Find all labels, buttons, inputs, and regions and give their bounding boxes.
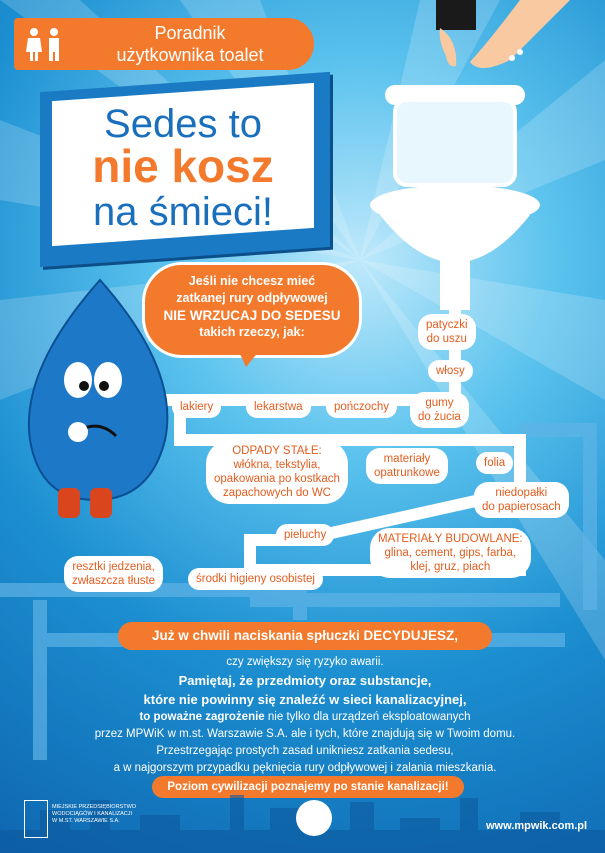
body-text [60, 654, 550, 777]
item-materialy-opatrunkowe: materiały opatrunkowe [366, 448, 448, 484]
item-pieluchy: pieluchy [276, 524, 334, 546]
website-url[interactable]: www.mpwik.com.pl [486, 820, 588, 832]
restroom-people-icon [22, 26, 66, 62]
body-line1: czy zwiększy się ryzyko awarii. [226, 656, 384, 668]
bubble-line4: takich rzeczy, jak: [199, 325, 305, 339]
body-line5: przez MPWiK w m.st. Warszawie S.A. ale i tych, które znajdują się w Twoim domu. [94, 728, 516, 740]
item-patyczki: patyczki do uszu [418, 314, 476, 350]
item-niedopalki: niedopałki do papierosach [474, 482, 569, 518]
body-line6: Przestrzegając prostych zasad unikniesz zatkania sedesu, [156, 745, 454, 757]
crest-icon [24, 800, 48, 838]
guide-title-line1: Poradnik [154, 23, 226, 43]
item-ponczochy: pończochy [326, 396, 397, 418]
item-gumy: gumy do żucia [410, 392, 469, 428]
body-line7: a w najgorszym przypadku pęknięcia rury odpływowej i zalania mieszkania. [113, 762, 497, 774]
guide-title-line2: użytkownika toalet [116, 45, 264, 65]
item-odpady-stale: ODPADY STAŁE: włókna, tekstylia, opakowania po kostkach zapachowych do WC [206, 440, 348, 504]
speech-bubble [142, 262, 362, 358]
bubble-line3: NIE WRZUCAJ DO SEDESU [163, 308, 341, 323]
toilet-icon [370, 85, 540, 310]
title-card [52, 83, 314, 246]
body-line3: które nie powinny się znaleźć w sieci kanalizacyjnej, [143, 692, 467, 707]
item-folia: folia [476, 452, 513, 474]
title-line2: nie kosz [92, 140, 274, 192]
item-lakiery: lakiery [172, 396, 221, 418]
campaign-logo-icon [296, 800, 332, 836]
body-line4-bold: to poważne zagrożenie [139, 711, 265, 723]
item-lekarstwa: lekarstwa [246, 396, 311, 418]
title-line1: Sedes to [104, 102, 262, 146]
mpwik-logo [24, 800, 144, 840]
body-line4 [60, 709, 550, 726]
item-srodki-higieny: środki higieny osobistej [188, 568, 323, 590]
slogan-banner: Poziom cywilizacji poznajemy po stanie kanalizacji! [152, 776, 464, 798]
bubble-tail [236, 345, 264, 367]
guide-title [70, 22, 310, 66]
item-wlosy: włosy [428, 360, 473, 382]
decision-banner: Już w chwili naciskania spłuczki DECYDUJESZ, [118, 622, 492, 650]
title-line3: na śmieci! [92, 190, 274, 234]
mpwik-logo-text: MIEJSKIE PRZEDSIĘBIORSTWO WODOCIĄGÓW I KANALIZACJI W M.ST. WARSZAWIE S.A. [52, 804, 137, 824]
hand-flush-icon [436, 0, 570, 68]
item-materialy-budowlane: MATERIAŁY BUDOWLANE: glina, cement, gips, farba, klej, gruz, piach [370, 528, 531, 578]
item-resztki-jedzenia: resztki jedzenia, zwłaszcza tłuste [64, 556, 163, 592]
body-line4-rest: nie tylko dla urządzeń eksploatowanych [264, 711, 471, 723]
body-line2: Pamiętaj, że przedmioty oraz substancje, [178, 673, 432, 688]
bubble-line2: zatkanej rury odpływowej [176, 291, 328, 305]
bubble-line1: Jeśli nie chcesz mieć [188, 274, 316, 288]
header-tag [14, 18, 314, 70]
